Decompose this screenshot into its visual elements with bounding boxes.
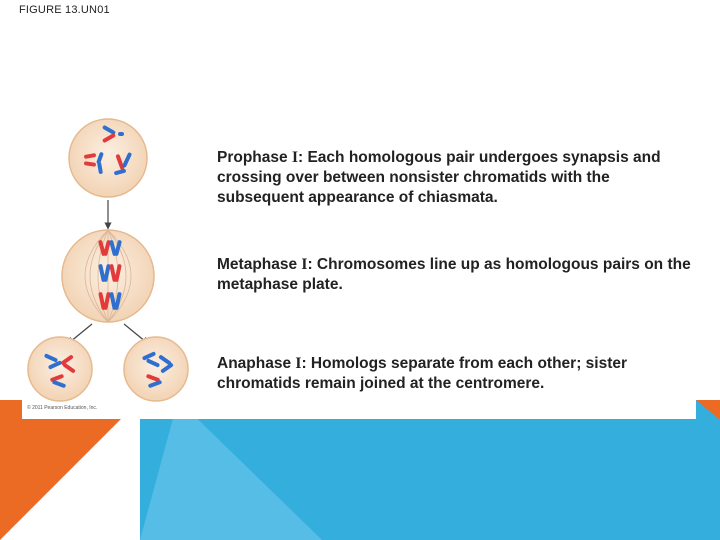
stage-numeral: I [295, 355, 302, 372]
anaphase-caption [217, 354, 697, 394]
stage-name: Anaphase [217, 355, 296, 372]
anaphase-cell-right [124, 337, 188, 401]
stage-name: Metaphase [217, 256, 302, 273]
prophase-cell [69, 119, 147, 197]
meiosis-diagram [22, 112, 222, 419]
figure-panel [22, 112, 696, 419]
orange-triangle [0, 400, 140, 540]
stage-description: : Each homologous pair undergoes synapsis and crossing over between nonsister chromatids with the subsequent appearance of chiasmata. [217, 149, 661, 206]
stage-description: : Chromosomes line up as homologous pairs on the metaphase plate. [217, 256, 691, 293]
figure-label: FIGURE 13.UN01 [19, 4, 110, 16]
metaphase-caption [217, 255, 697, 295]
stage-numeral: I [301, 256, 308, 273]
metaphase-cell [62, 230, 154, 322]
stage-description: : Homologs separate from each other; sister chromatids remain joined at the centromere. [217, 355, 628, 392]
anaphase-cell-left [28, 337, 92, 401]
stage-name: Prophase [217, 149, 292, 166]
prophase-caption [217, 148, 697, 208]
copyright-credit: © 2011 Pearson Education, Inc. [27, 405, 98, 411]
stage-numeral: I [291, 149, 298, 166]
